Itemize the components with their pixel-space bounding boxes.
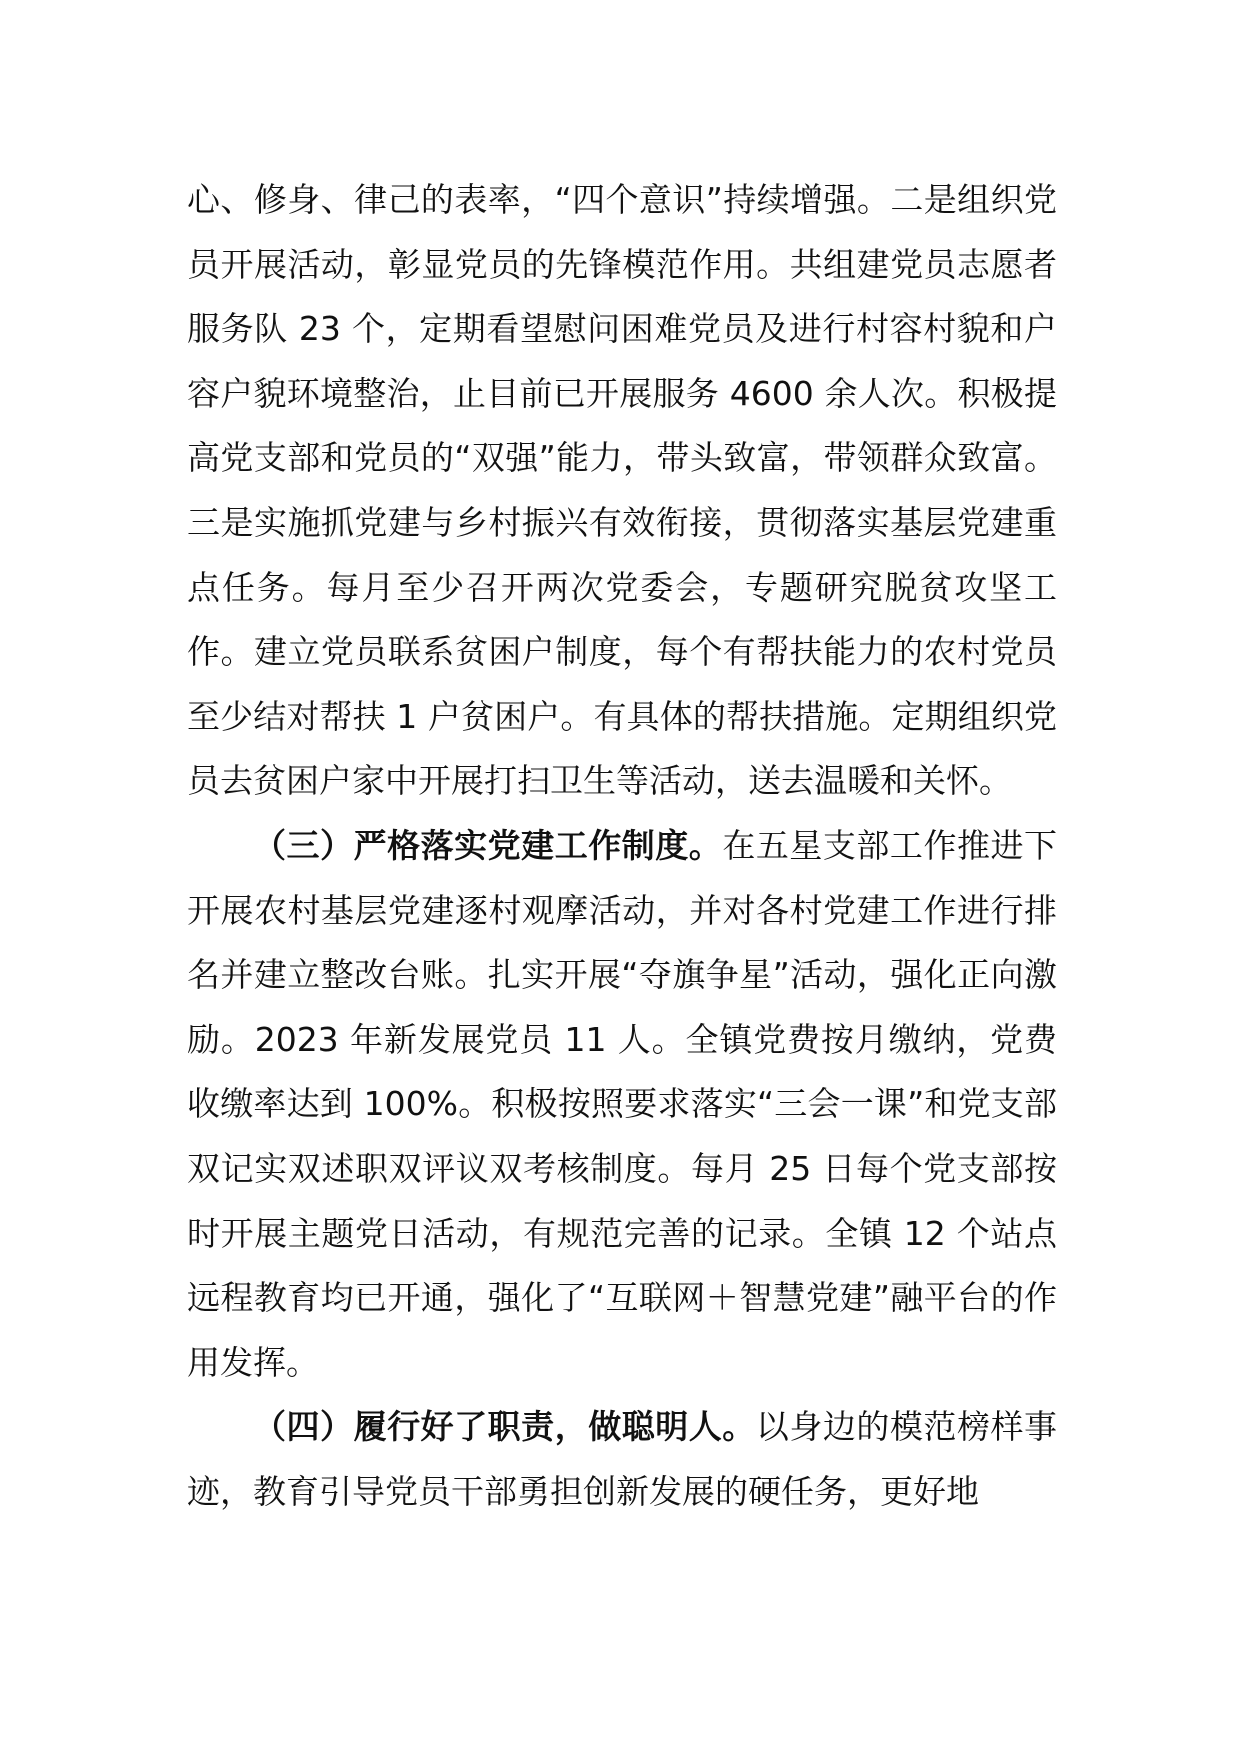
paragraph-text: 以身边的模范榜样事迹，教育引导党员干部勇担创新发展的硬任务，更好地 (187, 1407, 1058, 1511)
paragraph-continuation (187, 168, 1057, 814)
paragraph-text: 心、修身、律己的表率，“四个意识”持续增强。二是组织党员开展活动，彰显党员的先锋模范作用。共组建党员志愿者服务队 23 个，定期看望慰问困难党员及进行村容村貌和户容户貌环境整治，止目前已开展服务 4600 余人次。积极提高党支部和党员的“双强”能力，带头致富，带领群众致富。三是实施抓党建与乡村振兴有效衔接，贯彻落实基层党建重点任务。每月至少召开两次党委会，专题研究脱贫攻坚工作。建立党员联系贫困户制度，每个有帮扶能力的农村党员至少结对帮扶 1 户贫困户。有具体的帮扶措施。定期组织党员去贫困户家中开展打扫卫生等活动，送去温暖和关怀。 (187, 180, 1057, 801)
document-body (187, 168, 1057, 1524)
paragraph-text: 在五星支部工作推进下开展农村基层党建逐村观摩活动，并对各村党建工作进行排名并建立整改台账。扎实开展“夺旗争星”活动，强化正向激励。2023 年新发展党员 11 人。全镇党费按月缴纳，党费收缴率达到 100%。积极按照要求落实“三会一课”和党支部双记实双述职双评议双考核制度。每月 25 日每个党支部按时开展主题党日活动，有规范完善的记录。全镇 12 个站点远程教育均已开通，强化了“互联网＋智慧党建”融平台的作用发挥。 (187, 825, 1058, 1382)
section-heading: （四）履行好了职责，做聪明人。 (253, 1407, 756, 1447)
paragraph-section-three (187, 814, 1057, 1395)
paragraph-section-four (187, 1395, 1057, 1524)
section-heading: （三）严格落实党建工作制度。 (253, 825, 723, 865)
